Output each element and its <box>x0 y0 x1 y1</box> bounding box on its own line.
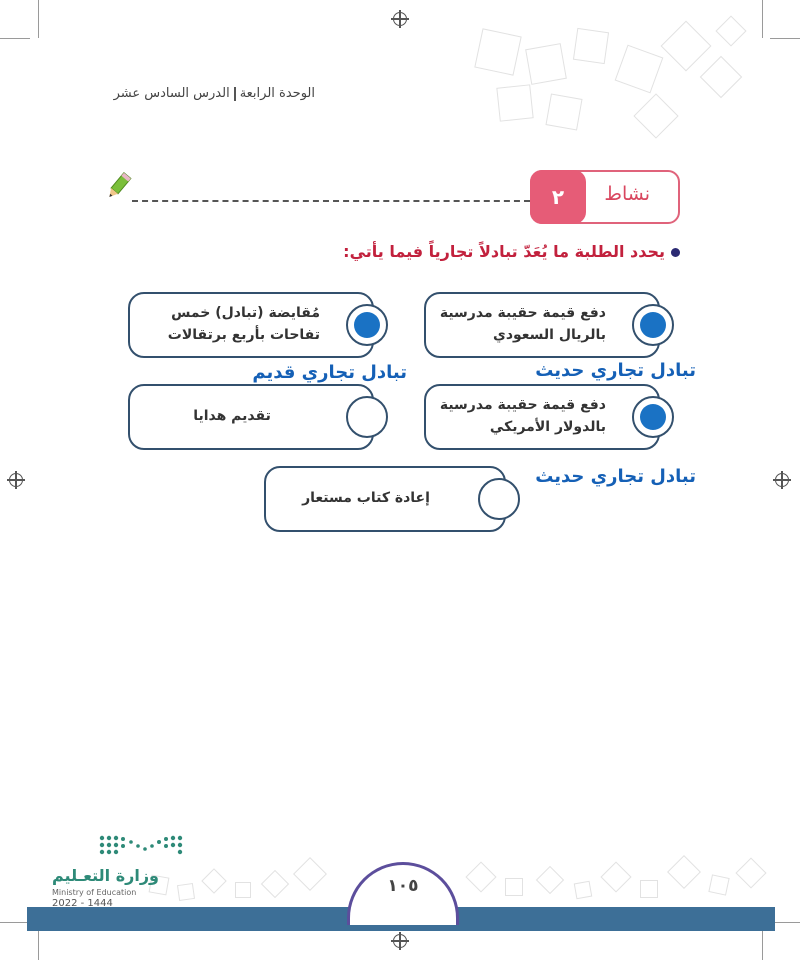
pencil-icon <box>102 170 134 202</box>
registration-mark-icon <box>775 473 789 487</box>
option-card[interactable] <box>128 384 374 450</box>
header-breadcrumb <box>114 86 315 101</box>
activity-label: نشاط <box>604 183 650 205</box>
ministry-logo-icon <box>96 832 188 858</box>
option-text: تقديم هدايا <box>193 408 271 425</box>
option-radio[interactable] <box>346 396 388 438</box>
question-text <box>343 242 680 261</box>
option-card[interactable] <box>264 466 506 532</box>
option-radio[interactable] <box>632 304 674 346</box>
ministry-year: 2022 - 1444 <box>52 898 113 909</box>
option-card[interactable] <box>424 384 660 450</box>
lesson-label: الدرس السادس عشر <box>113 86 230 101</box>
ministry-name-ar: وزارة التعـليم <box>52 866 159 885</box>
option-text: دفع قيمة حقيبة مدرسية بالدولار الأمريكي <box>439 397 606 435</box>
selected-dot <box>640 404 666 430</box>
page-number: ١٠٥ <box>387 876 419 896</box>
unit-label: الوحدة الرابعة <box>239 86 315 101</box>
option-radio[interactable] <box>478 478 520 520</box>
option-radio[interactable] <box>346 304 388 346</box>
crop-mark <box>0 38 30 39</box>
option-text: مُقايضة (تبادل) خمس تفاحات بأربع برتقالات <box>167 305 320 343</box>
dashed-line <box>132 200 530 202</box>
activity-tab <box>530 170 680 224</box>
bullet-icon <box>671 248 680 257</box>
answer-text: تبادل تجاري حديث <box>535 360 696 381</box>
option-card[interactable] <box>128 292 374 358</box>
option-card[interactable] <box>424 292 660 358</box>
crop-mark <box>38 0 39 38</box>
selected-dot <box>640 312 666 338</box>
ministry-name-en: Ministry of Education <box>52 888 137 897</box>
crop-mark <box>770 38 800 39</box>
question-label: يحدد الطلبة ما يُعَدّ تبادلاً تجارياً فيما يأتي: <box>343 242 665 261</box>
registration-mark-icon <box>9 473 23 487</box>
selected-dot <box>354 312 380 338</box>
activity-number: ٢ <box>530 170 586 224</box>
header-divider <box>234 87 236 101</box>
option-text: إعادة كتاب مستعار <box>302 490 430 507</box>
answer-text: تبادل تجاري قديم <box>252 362 407 383</box>
option-text: دفع قيمة حقيبة مدرسية بالريال السعودي <box>439 305 606 343</box>
crop-mark <box>0 922 30 923</box>
registration-mark-icon <box>393 12 407 26</box>
crop-mark <box>762 0 763 38</box>
registration-mark-icon <box>393 934 407 948</box>
answer-text: تبادل تجاري حديث <box>535 466 696 487</box>
option-radio[interactable] <box>632 396 674 438</box>
